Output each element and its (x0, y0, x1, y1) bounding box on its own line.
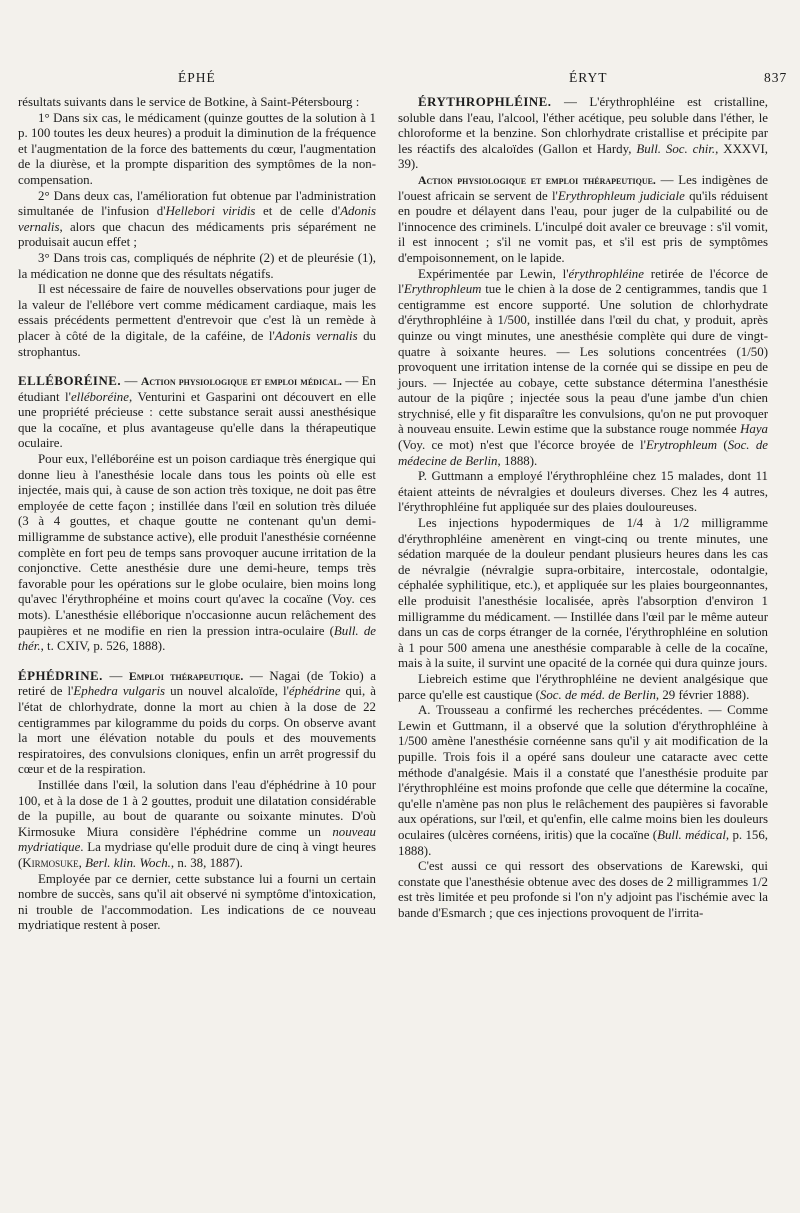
list-item: 3° Dans trois cas, compliqués de néphrite (2) et de pleurésie (1), la médication ne donne que des résultats négatifs. (18, 250, 376, 281)
paragraph: A. Trousseau a confirmé les recherches précédentes. — Comme Lewin et Guttmann, il a observé que la solution d'érythrophléine à 1/500 amène l'anesthésie cornéenne sans qu'il y ait modification de la pupille. Trois fois il a opéré sans douleur une cataracte avec cette méthode d'analgésie. Mais il a constaté que l'anesthésie produite par l'érythrophléine est moins profonde que celle que détermine la cocaïne, qu'elle n'amène pas non plus le relâchement des paupières si favorable aux opérations, sur l'œil, et qu'enfin, elle calme moins bien les douleurs oculaires (ulcères cornéens, iritis) que la cocaïne (Bull. médical, p. 156, 1888). (398, 703, 769, 858)
paragraph: Expérimentée par Lewin, l'érythrophléine retirée de l'écorce de l'Erythrophleum tue le chien à la dose de 2 centigrammes, tandis que 1 centigramme est encore supporté. Une solution de chlorhydrate d'érythrophléine à 1/500, instillée dans l'œil du chat, y produit, après quinze ou vingt minutes, une anesthésie complète qui dure de vingt-quatre à soixante heures. — Les solutions concentrées (1/50) provoquent une irritation intense de la cornée qui se dissipe en peu de jours. — Injectée au cobaye, cette substance détermina l'anesthésie autour de la piqûre ; injectée sous la peau d'une jambe d'un chien strychnisé, elle y fit disparaître les convulsions, qu'on ne put provoquer à nouveau ensuite. Lewin estime que la substance rouge nommée Haya (Voy. ce mot) n'est que l'écorce broyée de l'Erytrophleum (Soc. de médecine de Berlin, 1888). (398, 266, 769, 468)
entry-title: ELLÉBORÉINE. (18, 374, 122, 389)
paragraph: Instillée dans l'œil, la solution dans l'eau d'éphédrine à 10 pour 100, et à la dose de 1 à 2 gouttes, produit une dilatation considérable de la pupille, au bout de quarante ou soixante minutes. D'où Kirmosuke Miura considère l'éphédrine comme un nouveau mydriatique. La mydriase qu'elle produit dure de cinq à vingt heures (Kirmosuke, Berl. klin. Woch., n. 38, 1887). (18, 777, 376, 870)
paragraph: Les injections hypodermiques de 1/4 à 1/2 milligramme d'érythrophléine amenèrent en vingt-cinq ou trente minutes, une sédation marquée de la douleur pendant plusieurs heures dans les cas de névralgie (névralgie supra-orbitaire, intercostale, odontalgie, céphalée syphilitique, etc.), et appliquée sur les plaies bourgeonnantes, elle produisit l'anesthésie localisée, après l'absorption d'environ 1 milligramme du médicament. — Instillée dans l'œil par le même auteur dans un cas de corps étranger de la cornée, l'érythrophléine en solution à 1 pour 500 amena une anesthésie comparable à celle de la cocaïne, mais à la suite, il survint une opacité de la cornée qui dura quinze jours. (398, 516, 768, 671)
paragraph: Liebreich estime que l'érythrophléine ne devient analgésique que parce qu'elle est caustique (Soc. de méd. de Berlin, 29 février 1888). (398, 671, 768, 702)
left-column (18, 95, 376, 934)
page-number: 837 (764, 70, 788, 85)
entry-erythrophleine: ÉRYTHROPHLÉINE. — L'érythrophléine est cristalline, soluble dans l'eau, l'alcool, l'éther acétique, peu soluble dans l'éther, le chloroforme et la benzine. Son chlorhydrate cristallise et précipite par les réactifs des alcaloïdes (Gallon et Hardy, Bull. Soc. chir., XXXVI, 39). (398, 95, 769, 172)
entry-subtitle: Action physiologique et emploi médical. (140, 374, 342, 389)
entry-title: ÉPHÉDRINE. (18, 668, 103, 683)
list-item: 2° Dans deux cas, l'amélioration fut obtenue par l'administration simultanée de l'infusion d'Hellebori viridis et de celle d'Adonis vernalis, alors que chacun des médicaments pris séparément ne produisait aucun effet ; (18, 188, 376, 250)
paragraph: résultats suivants dans le service de Botkine, à Saint-Pétersbourg : (18, 95, 360, 109)
entry-title: ÉRYTHROPHLÉINE. (418, 95, 552, 109)
running-header-right: ÉRYT (569, 70, 608, 85)
paragraph: C'est aussi ce qui ressort des observations de Karewski, qui constate que l'anesthésie obtenue avec des doses de 2 milligrammes 1/2 est très limitée et peu profonde si l'on n'y adjoint pas l'ischémie avec la bande d'Esmarch ; que ces injections provoquent de l'irrita- (398, 859, 768, 920)
paragraph: Il est nécessaire de faire de nouvelles observations pour juger de la valeur de l'ellébore vert comme médicament cardiaque, mais les essais précédents permettent d'entrevoir que c'est là un remède à placer à côté de la digitale, de la caféine, de l'Adonis vernalis du strophantus. (18, 282, 376, 359)
paragraph: Pour eux, l'elléboréine est un poison cardiaque très énergique qui donne lieu à l'anesthésie locale dans tous les points où elle est injectée, mais qui, à cause de son action très toxique, ne doit pas être employée de cette façon ; instillée dans l'œil en solution très diluée (3 à 4 gouttes, et chaque goutte ne contenant qu'un demi-milligramme de substance active), elle produit l'anesthésie cornéenne complète en fort peu de temps sans provoquer aucune irritation de la conjonctive. Cette anesthésie dure une demi-heure, temps très favorable pour les opérations sur le globe oculaire, bien moins long qu'avec l'érythrophéine et moins court qu'avec la cocaïne (Voy. ces mots). L'anesthésie elléborique n'occasionne aucun relâchement des paupières et ne modifie en rien la pression intra-oculaire (Bull. de thér., t. CXIV, p. 526, 1888). (18, 452, 376, 654)
list-item: 1° Dans six cas, le médicament (quinze gouttes de la solution à 1 p. 100 toutes les deux heures) a produit la diminution de la fréquence et l'augmentation de la force des battements du cœur, l'augmentation de la diurèse, et la prompte disparition des symptômes de la non-compensation. (18, 110, 376, 187)
paragraph: Employée par ce dernier, cette substance lui a fourni un certain nombre de succès, sans qu'il ait observé ni symptôme d'intoxication, ni trouble de l'accommodation. Les indications de ce nouveau mydriatique restent à poser. (18, 871, 376, 933)
paragraph: Action physiologique et emploi thérapeutique. — Les indigènes de l'ouest africain se servent de l'Erythrophleum judiciale qu'ils réduisent en poudre et délayent dans l'eau, pour juger de la culpabilité ou de l'innocence des criminels. L'inculpé doit avaler ce breuvage : s'il vomit, il est innocent ; s'il ne vomit pas, et s'il est pris de symptômes d'empoisonnement, on le lapide. (398, 172, 768, 265)
entry-ephedrine: ÉPHÉDRINE. — Emploi thérapeutique. — Nagai (de Tokio) a retiré de l'Ephedra vulgaris un nouvel alcaloïde, l'éphédrine qui, à l'état de chlorhydrate, donne la mort au chien à la dose de 22 centigrammes par kilogramme du poids du corps. On observe avant la mort une élévation notable du pouls et des mouvements respiratoires, des convulsions cloniques, enfin un arrêt progressif du cœur et de la respiration. (18, 668, 376, 777)
right-column (398, 95, 768, 921)
entry-subtitle: Action physiologique et emploi thérapeutique. (418, 172, 656, 187)
running-header-left: ÉPHÉ (178, 70, 216, 85)
entry-subtitle: Emploi thérapeutique. (128, 668, 244, 683)
paragraph: P. Guttmann a employé l'érythrophléine chez 15 malades, dont 11 étaient atteints de névralgies et douleurs diverses. Chez les 4 autres, l'érythrophléine fut appliquée sur des plaies douloureuses. (398, 469, 768, 515)
entry-elleboreine: ELLÉBORÉINE. — Action physiologique et emploi médical. — En étudiant l'elléboréine, Venturini et Gasparini ont découvert en elle une propriété précieuse : cette substance serait aussi anesthésique que la cocaïne, et plus avantageuse qu'elle dans la thérapeutique oculaire. (18, 374, 376, 451)
